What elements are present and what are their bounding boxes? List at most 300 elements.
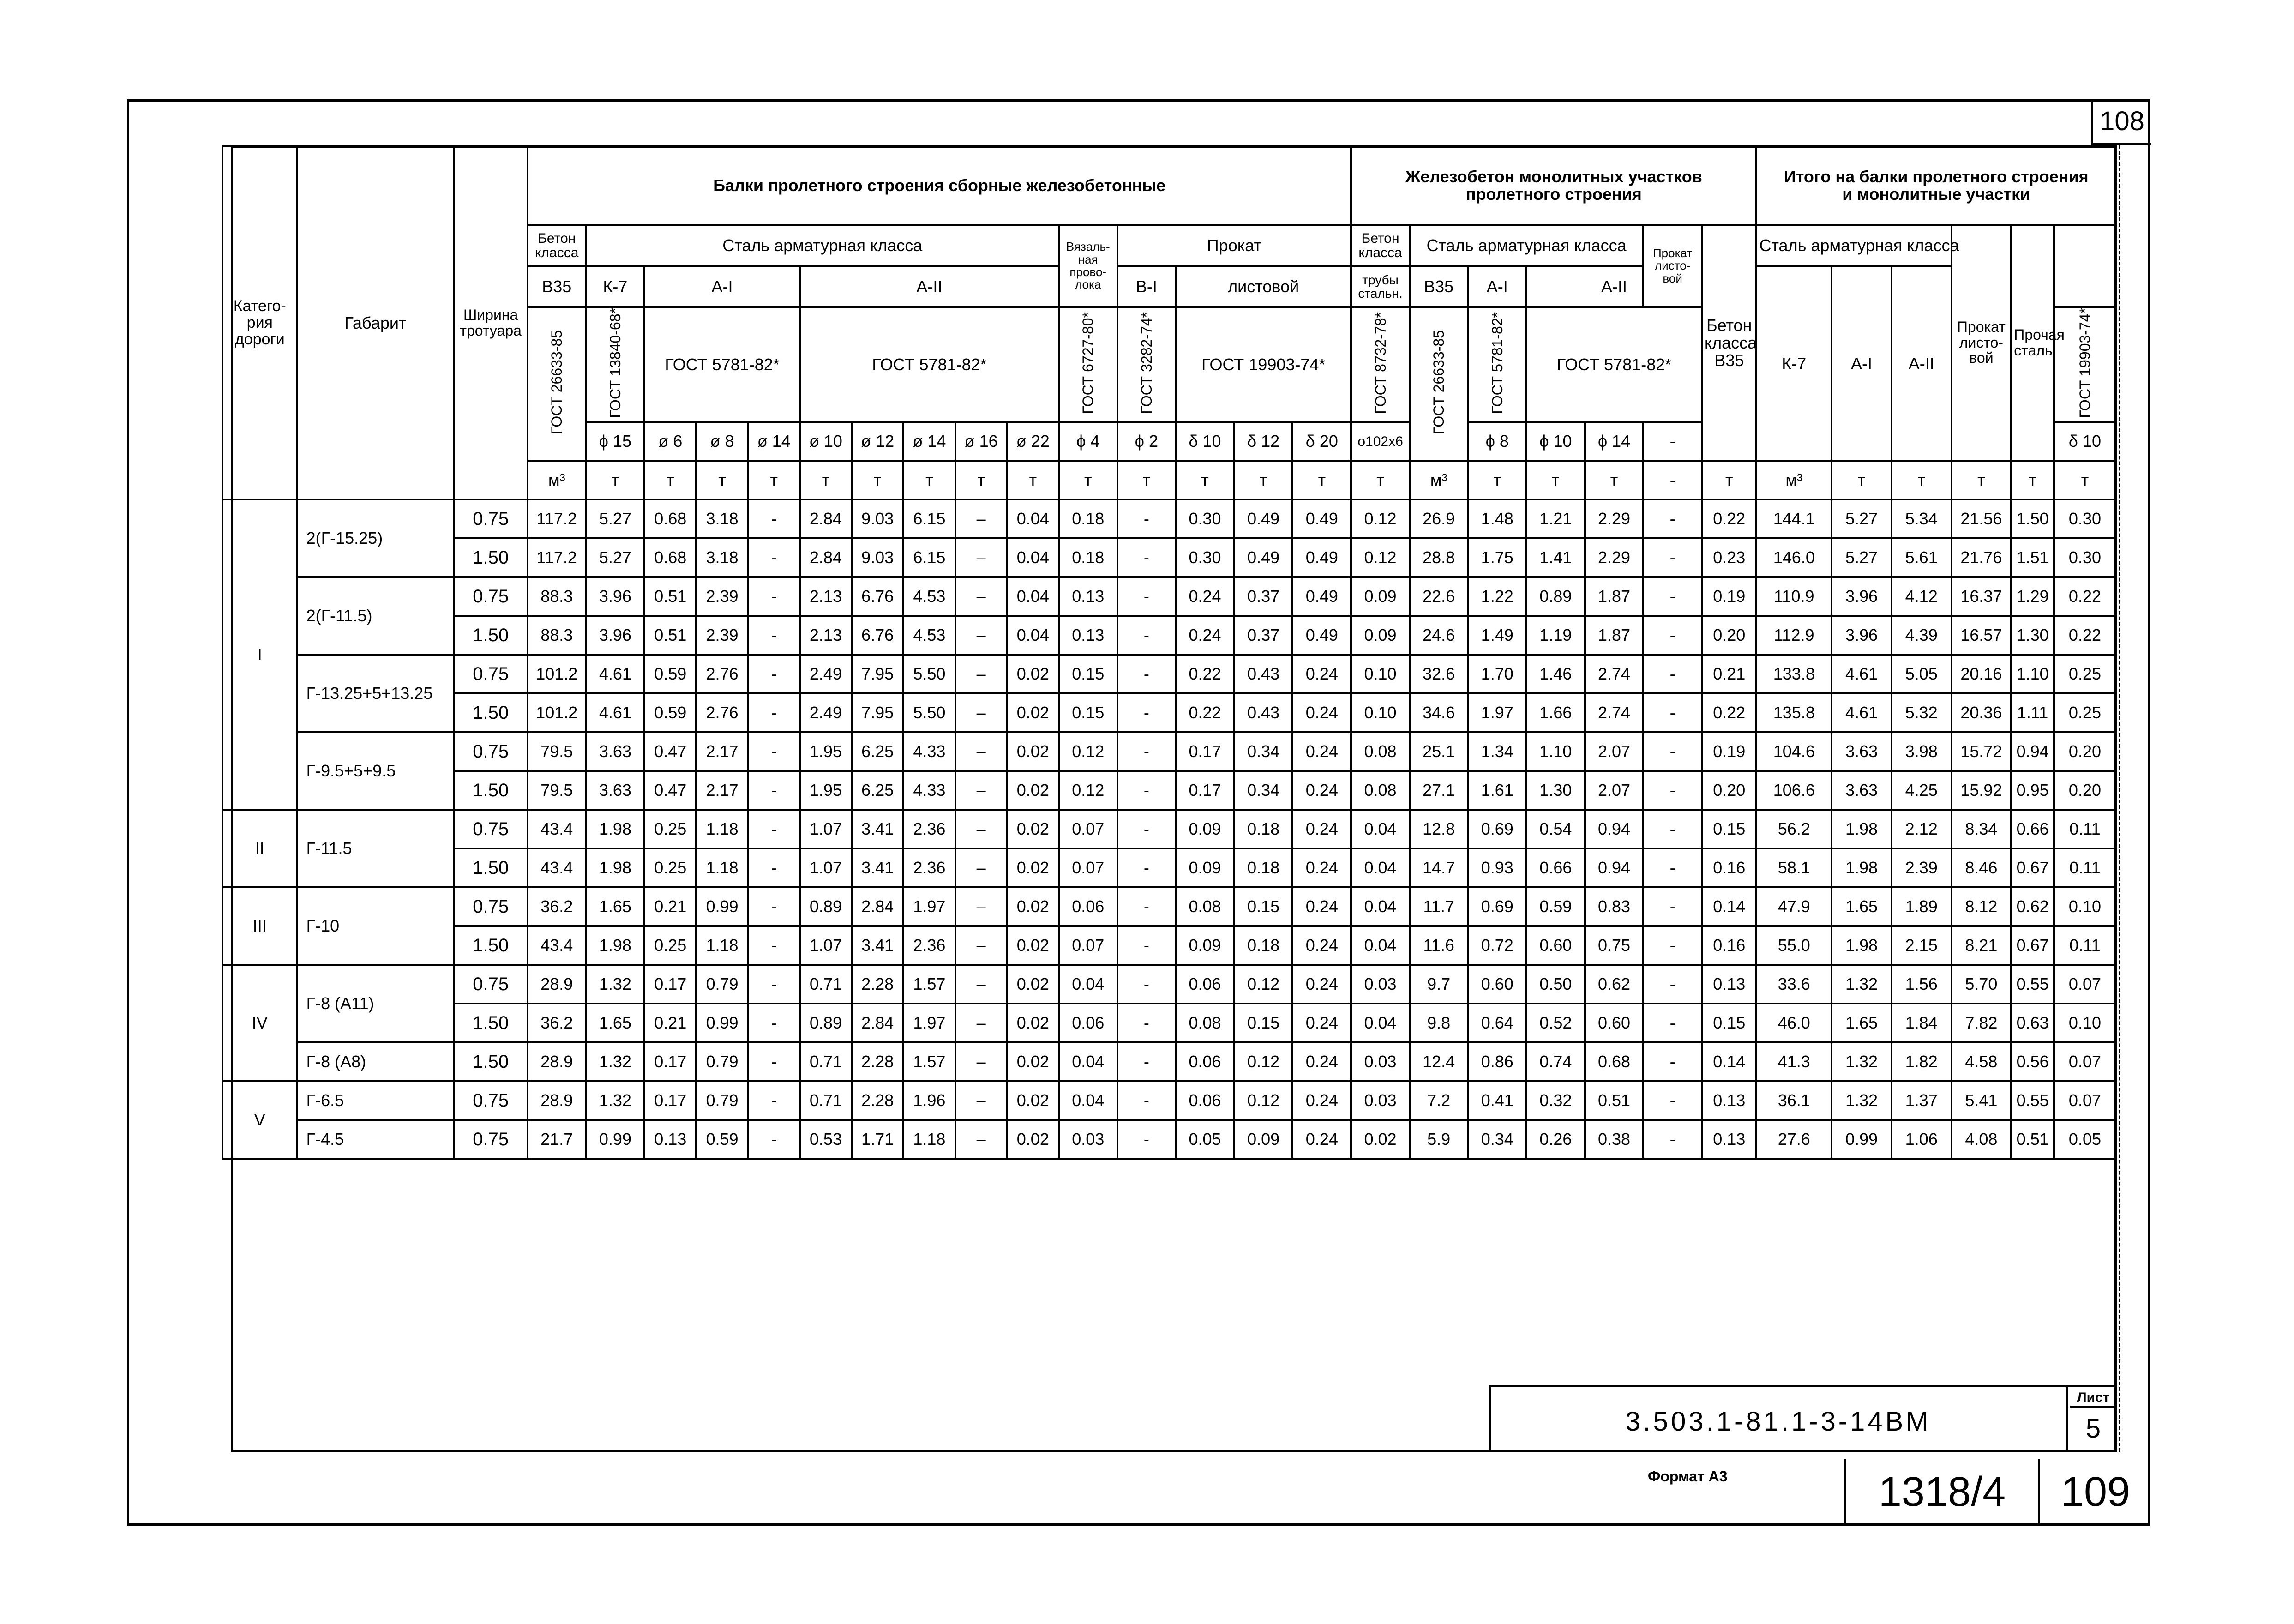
value-cell: 0.89 [800,1004,852,1042]
value-cell: 1.98 [1832,848,1892,887]
value-cell: 135.8 [1756,693,1832,732]
sidewalk-width-cell: 1.50 [454,538,528,577]
sidewalk-width-cell: 1.50 [454,771,528,810]
value-cell: 2.29 [1585,538,1644,577]
format-label: Формат А3 [1648,1468,1728,1485]
value-cell: 2.29 [1585,499,1644,538]
value-cell: 0.18 [1234,926,1293,965]
unit-cell: - [1643,461,1702,499]
value-cell: 3.96 [1832,616,1892,655]
value-cell: 47.9 [1756,887,1832,926]
sidewalk-width-cell: 0.75 [454,965,528,1004]
value-cell: 0.10 [1351,693,1410,732]
value-cell: 4.61 [586,655,645,693]
header-steel-arm-monolith: Сталь арматурная класса [1410,225,1644,266]
value-cell: – [955,1042,1007,1081]
value-cell: 0.09 [1351,616,1410,655]
table-row [222,1042,2116,1081]
gabarit-cell: Г-6.5 [297,1081,454,1120]
value-cell: 1.29 [2011,577,2054,616]
value-cell: 1.32 [586,1081,645,1120]
sidewalk-width-cell: 1.50 [454,1042,528,1081]
value-cell: 1.75 [1468,538,1526,577]
value-cell: 0.10 [2054,1004,2116,1042]
value-cell: 0.02 [1351,1120,1410,1159]
value-cell: 0.68 [1585,1042,1644,1081]
value-cell: – [955,616,1007,655]
value-cell: 0.04 [1351,848,1410,887]
value-cell: 28.9 [528,965,586,1004]
value-cell: - [1643,1081,1702,1120]
value-cell: – [955,732,1007,771]
value-cell: 0.49 [1292,538,1351,577]
materials-table [222,145,2117,1160]
value-cell: 12.8 [1410,810,1468,848]
value-cell: 0.02 [1007,655,1059,693]
value-cell: 0.94 [1585,810,1644,848]
value-cell: 2.39 [696,616,748,655]
value-cell: 117.2 [528,499,586,538]
road-category-cell: II [222,810,297,887]
value-cell: 5.41 [1952,1081,2012,1120]
value-cell: 0.34 [1234,732,1293,771]
value-cell: 0.08 [1351,771,1410,810]
value-cell: 0.30 [2054,499,2116,538]
value-cell: 0.24 [1292,732,1351,771]
value-cell: 6.25 [852,732,903,771]
value-cell: - [1117,693,1176,732]
value-cell: 0.69 [1468,887,1526,926]
value-cell: 1.97 [1468,693,1526,732]
value-cell: 0.51 [644,577,696,616]
table-row [222,577,2116,616]
value-cell: - [748,848,800,887]
value-cell: 0.11 [2054,926,2116,965]
value-cell: 2.28 [852,1042,903,1081]
value-cell: 1.48 [1468,499,1526,538]
value-cell: 0.12 [1059,732,1117,771]
value-cell: 2.12 [1892,810,1952,848]
value-cell: 28.8 [1410,538,1468,577]
value-cell: 1.30 [1526,771,1585,810]
value-cell: 0.04 [1351,887,1410,926]
value-cell: - [748,1120,800,1159]
value-cell: 1.30 [2011,616,2054,655]
value-cell: 55.0 [1756,926,1832,965]
value-cell: 110.9 [1756,577,1832,616]
value-cell: 25.1 [1410,732,1468,771]
sidewalk-width-cell: 0.75 [454,1081,528,1120]
value-cell: 1.98 [1832,810,1892,848]
value-cell: 0.04 [1059,1081,1117,1120]
value-cell: 4.25 [1892,771,1952,810]
value-cell: 1.98 [586,926,645,965]
value-cell: 5.27 [586,499,645,538]
value-cell: - [748,499,800,538]
value-cell: 0.07 [2054,1042,2116,1081]
unit-cell: т [1832,461,1892,499]
value-cell: 0.12 [1059,771,1117,810]
value-cell: 88.3 [528,577,586,616]
value-cell: 0.04 [1059,965,1117,1004]
value-cell: 32.6 [1410,655,1468,693]
value-cell: - [1117,499,1176,538]
value-cell: 0.13 [1702,965,1756,1004]
header-gost-5781-monolith-a2: ГОСТ 5781-82* [1526,307,1702,422]
value-cell: 2.36 [903,810,955,848]
header-wire: Вязаль- ная прово- лока [1059,225,1117,307]
table-row [222,499,2116,538]
sidewalk-width-cell: 1.50 [454,693,528,732]
value-cell: 1.61 [1468,771,1526,810]
value-cell: 5.34 [1892,499,1952,538]
value-cell: 33.6 [1756,965,1832,1004]
value-cell: 2.74 [1585,693,1644,732]
value-cell: 0.32 [1526,1081,1585,1120]
value-cell: 21.56 [1952,499,2012,538]
sidewalk-width-cell: 0.75 [454,1120,528,1159]
value-cell: 1.41 [1526,538,1585,577]
value-cell: - [1643,1004,1702,1042]
value-cell: – [955,1081,1007,1120]
value-cell: 58.1 [1756,848,1832,887]
value-cell: 0.64 [1468,1004,1526,1042]
value-cell: – [955,1120,1007,1159]
value-cell: 0.03 [1351,1081,1410,1120]
value-cell: 0.71 [800,1081,852,1120]
value-cell: - [748,1042,800,1081]
value-cell: 0.59 [644,655,696,693]
value-cell: 0.13 [1059,577,1117,616]
value-cell: 0.83 [1585,887,1644,926]
unit-cell: т [1059,461,1117,499]
header-k7-total: К-7 [1756,266,1832,461]
value-cell: 5.50 [903,693,955,732]
value-cell: 0.11 [2054,810,2116,848]
value-cell: - [1117,732,1176,771]
value-cell: 1.10 [2011,655,2054,693]
value-cell: 0.55 [2011,965,2054,1004]
value-cell: 1.06 [1892,1120,1952,1159]
value-cell: 2.15 [1892,926,1952,965]
header-gost-5781-a1: ГОСТ 5781-82* [644,307,800,422]
value-cell: 7.95 [852,655,903,693]
value-cell: 0.04 [1007,538,1059,577]
value-cell: - [1117,1042,1176,1081]
value-cell: 0.04 [1007,577,1059,616]
value-cell: 4.61 [1832,693,1892,732]
value-cell: 1.65 [586,1004,645,1042]
value-cell: 0.30 [1176,538,1234,577]
value-cell: 1.57 [903,965,955,1004]
value-cell: 7.2 [1410,1081,1468,1120]
value-cell: 1.32 [586,1042,645,1081]
value-cell: 1.21 [1526,499,1585,538]
unit-cell: т [955,461,1007,499]
value-cell: 16.57 [1952,616,2012,655]
size-cell: ø 6 [644,422,696,461]
value-cell: 0.04 [1351,810,1410,848]
value-cell: 0.24 [1292,693,1351,732]
value-cell: 0.06 [1059,887,1117,926]
value-cell: 5.70 [1952,965,2012,1004]
unit-cell: т [852,461,903,499]
value-cell: 0.07 [2054,965,2116,1004]
value-cell: 0.09 [1176,848,1234,887]
value-cell: 0.34 [1234,771,1293,810]
value-cell: - [1643,577,1702,616]
value-cell: 2.13 [800,616,852,655]
header-gost-5781-a2: ГОСТ 5781-82* [800,307,1059,422]
value-cell: - [748,926,800,965]
value-cell: 6.25 [852,771,903,810]
value-cell: 0.89 [800,887,852,926]
value-cell: 2.36 [903,926,955,965]
value-cell: 0.08 [1176,1004,1234,1042]
value-cell: 2.74 [1585,655,1644,693]
header-gost-3282: ГОСТ 3282-74* [1117,307,1176,422]
size-cell: ø 16 [955,422,1007,461]
value-cell: 0.08 [1351,732,1410,771]
value-cell: 0.69 [1468,810,1526,848]
value-cell: 0.09 [1176,810,1234,848]
value-cell: 2.17 [696,771,748,810]
value-cell: 0.59 [696,1120,748,1159]
value-cell: 1.46 [1526,655,1585,693]
value-cell: 1.56 [1892,965,1952,1004]
value-cell: 0.51 [644,616,696,655]
value-cell: 0.12 [1234,965,1293,1004]
value-cell: 3.63 [586,732,645,771]
value-cell: 36.2 [528,1004,586,1042]
table-row [222,732,2116,771]
header-beton-total: Бетон класса В35 [1702,225,1756,461]
value-cell: 0.10 [2054,887,2116,926]
unit-cell: т [586,461,645,499]
value-cell: 0.04 [1059,1042,1117,1081]
value-cell: 7.82 [1952,1004,2012,1042]
value-cell: – [955,965,1007,1004]
table-row [222,616,2116,655]
value-cell: 3.63 [1832,732,1892,771]
value-cell: 4.33 [903,732,955,771]
size-cell: - [1643,422,1702,461]
value-cell: – [955,693,1007,732]
header-a2: А-II [800,266,1059,307]
value-cell: 0.52 [1526,1004,1585,1042]
value-cell: - [748,732,800,771]
value-cell: 0.49 [1292,577,1351,616]
value-cell: - [1117,1081,1176,1120]
value-cell: 2.84 [800,538,852,577]
value-cell: 0.15 [1059,693,1117,732]
value-cell: 1.34 [1468,732,1526,771]
value-cell: 1.18 [696,810,748,848]
value-cell: - [1117,1004,1176,1042]
unit-cell: т [1468,461,1526,499]
size-cell: ø 8 [696,422,748,461]
value-cell: 2.49 [800,655,852,693]
value-cell: 0.51 [1585,1081,1644,1120]
value-cell: 0.71 [800,1042,852,1081]
value-cell: 0.25 [2054,693,2116,732]
value-cell: 0.24 [1292,655,1351,693]
value-cell: 0.60 [1468,965,1526,1004]
value-cell: 1.07 [800,926,852,965]
value-cell: 0.99 [586,1120,645,1159]
value-cell: – [955,848,1007,887]
value-cell: 0.05 [1176,1120,1234,1159]
value-cell: 2.39 [696,577,748,616]
header-other-steel: Прочая сталь [2011,225,2054,461]
value-cell: 1.65 [1832,1004,1892,1042]
value-cell: 0.03 [1059,1120,1117,1159]
value-cell: 0.10 [1351,655,1410,693]
value-cell: - [748,810,800,848]
table-row [222,848,2116,887]
value-cell: 7.95 [852,693,903,732]
header-category: Катего- рия дороги [222,146,297,499]
value-cell: 2.84 [852,1004,903,1042]
value-cell: 0.20 [1702,771,1756,810]
value-cell: 2.84 [852,887,903,926]
value-cell: 5.27 [586,538,645,577]
value-cell: 0.03 [1351,965,1410,1004]
header-k7: К-7 [586,266,645,307]
value-cell: 5.05 [1892,655,1952,693]
value-cell: - [748,965,800,1004]
value-cell: 0.02 [1007,810,1059,848]
value-cell: 0.22 [1702,693,1756,732]
header-steel-arm: Сталь арматурная класса [586,225,1059,266]
value-cell: 3.18 [696,499,748,538]
value-cell: - [748,577,800,616]
table-row [222,655,2116,693]
value-cell: 24.6 [1410,616,1468,655]
value-cell: – [955,1004,1007,1042]
value-cell: 1.65 [586,887,645,926]
margin-dash-line [2119,145,2120,1452]
value-cell: 0.56 [2011,1042,2054,1081]
unit-cell: т [1702,461,1756,499]
size-cell: ϕ 15 [586,422,645,461]
value-cell: 0.04 [1351,1004,1410,1042]
gabarit-cell: Г-8 (А8) [297,1042,454,1081]
value-cell: 1.18 [696,848,748,887]
value-cell: 20.36 [1952,693,2012,732]
value-cell: – [955,926,1007,965]
header-prokat: Прокат [1117,225,1351,266]
value-cell: 1.51 [2011,538,2054,577]
value-cell: 9.03 [852,499,903,538]
header-group-monolith: Железобетон монолитных участков пролетного строения [1351,146,1756,225]
value-cell: 0.24 [1292,1120,1351,1159]
value-cell: 2.49 [800,693,852,732]
size-cell: ϕ 14 [1585,422,1644,461]
value-cell: - [1117,1120,1176,1159]
value-cell: 15.92 [1952,771,2012,810]
header-gost-19903-monolith: ГОСТ 19903-74* [2054,307,2116,422]
value-cell: 0.18 [1234,848,1293,887]
value-cell: 1.98 [586,810,645,848]
value-cell: 2.76 [696,655,748,693]
value-cell: 1.32 [586,965,645,1004]
unit-cell: т [1351,461,1410,499]
value-cell: 0.86 [1468,1042,1526,1081]
value-cell: 0.63 [2011,1004,2054,1042]
value-cell: 1.84 [1892,1004,1952,1042]
value-cell: 9.8 [1410,1004,1468,1042]
value-cell: - [748,616,800,655]
value-cell: 0.30 [1176,499,1234,538]
value-cell: 0.05 [2054,1120,2116,1159]
value-cell: - [1643,693,1702,732]
value-cell: - [1117,577,1176,616]
value-cell: 79.5 [528,771,586,810]
value-cell: 3.18 [696,538,748,577]
value-cell: 0.59 [644,693,696,732]
header-b1: В-I [1117,266,1176,307]
value-cell: 0.53 [800,1120,852,1159]
table-row [222,1081,2116,1120]
value-cell: 0.22 [1176,693,1234,732]
value-cell: 8.12 [1952,887,2012,926]
value-cell: 2.76 [696,693,748,732]
value-cell: 20.16 [1952,655,2012,693]
value-cell: 0.72 [1468,926,1526,965]
table-row [222,693,2116,732]
value-cell: 21.7 [528,1120,586,1159]
value-cell: 0.99 [696,1004,748,1042]
header-b35-monolith: В35 [1410,266,1468,307]
value-cell: 0.18 [1059,499,1117,538]
value-cell: 0.71 [800,965,852,1004]
header-truby: трубы стальн. [1351,266,1410,307]
value-cell: 6.15 [903,538,955,577]
value-cell: 0.49 [1292,499,1351,538]
header-gabarit: Габарит [297,146,454,499]
value-cell: - [1117,538,1176,577]
value-cell: 1.82 [1892,1042,1952,1081]
value-cell: - [1643,810,1702,848]
value-cell: 1.97 [903,1004,955,1042]
value-cell: 0.26 [1526,1120,1585,1159]
value-cell: - [748,1004,800,1042]
value-cell: 1.87 [1585,577,1644,616]
value-cell: 0.22 [1176,655,1234,693]
value-cell: 0.24 [1292,771,1351,810]
unit-cell: т [1892,461,1952,499]
header-group-total: Итого на балки пролетного строения и монолитные участки [1756,146,2116,225]
unit-cell: т [800,461,852,499]
value-cell: - [1117,655,1176,693]
value-cell: 1.18 [903,1120,955,1159]
value-cell: 0.17 [644,1081,696,1120]
value-cell: - [748,887,800,926]
top-page-number: 108 [2091,99,2151,145]
value-cell: 43.4 [528,848,586,887]
value-cell: 1.18 [696,926,748,965]
table-row [222,1004,2116,1042]
value-cell: 6.76 [852,577,903,616]
header-gost-8732: ГОСТ 8732-78* [1351,307,1410,422]
value-cell: 0.67 [2011,926,2054,965]
value-cell: - [1643,887,1702,926]
value-cell: 0.09 [1351,577,1410,616]
value-cell: 0.15 [1234,887,1293,926]
value-cell: - [748,693,800,732]
value-cell: 0.59 [1526,887,1585,926]
